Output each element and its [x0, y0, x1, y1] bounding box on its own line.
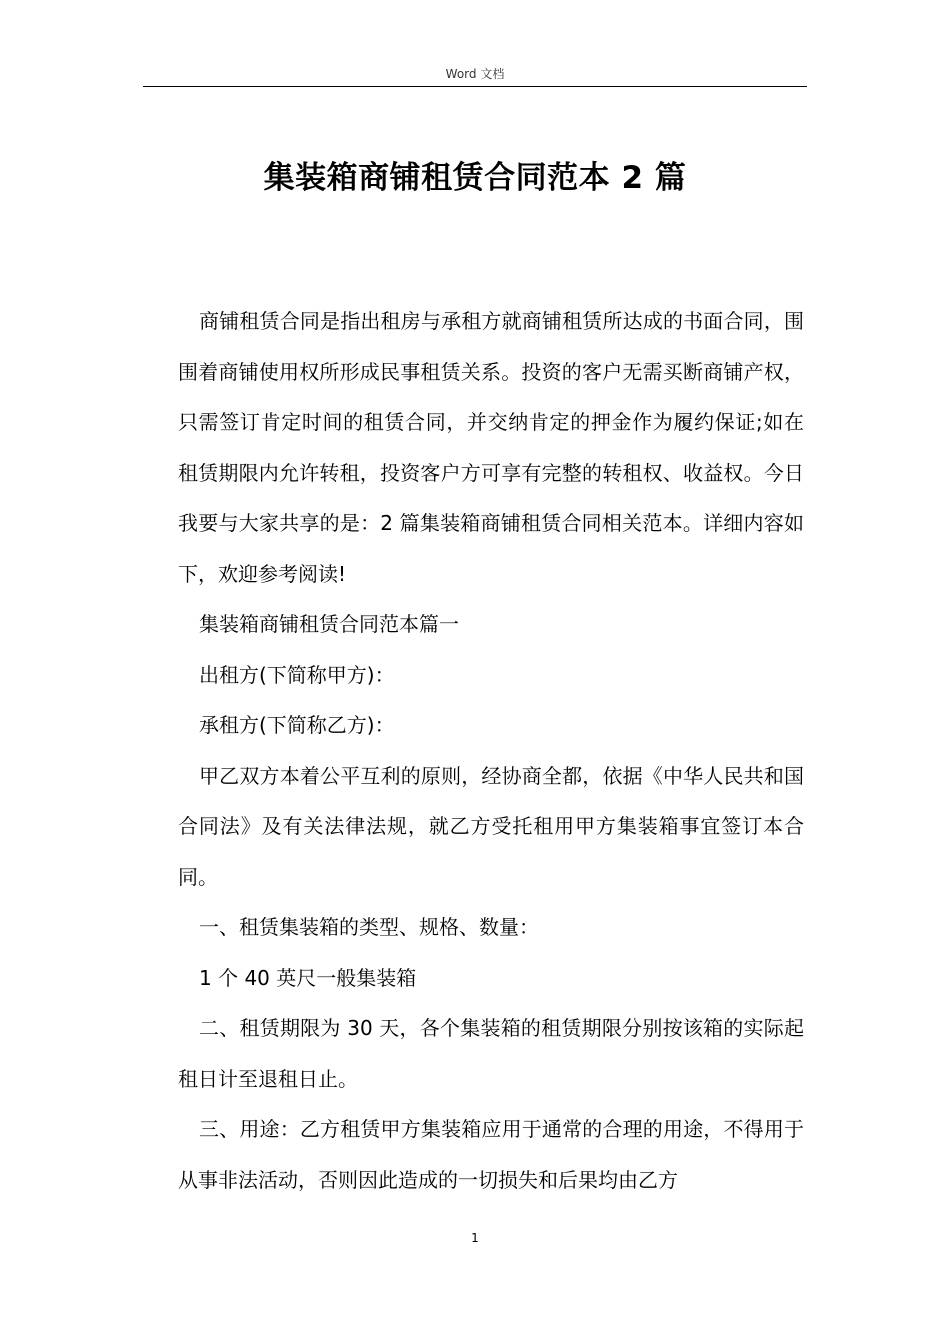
paragraph-lessee: 承租方(下简称乙方)：	[199, 713, 395, 737]
paragraph-preamble: 甲乙双方本着公平互利的原则，经协商全都，依据《中华人民共和国合同法》及有关法律法规，就乙方受托租用甲方集装箱事宜签订本合同。	[178, 763, 804, 889]
page-header: Word 文档	[445, 67, 505, 81]
header-divider	[143, 86, 807, 87]
paragraph-clause-1-detail: 1 个 40 英尺一般集装箱	[199, 965, 417, 990]
paragraph-clause-2: 二、租赁期限为 30 天，各个集装箱的租赁期限分别按该箱的实际起租日计至退租日止。	[178, 1016, 804, 1091]
document-body	[178, 296, 804, 1205]
paragraph-clause-3: 三、用途：乙方租赁甲方集装箱应用于通常的合理的用途，不得用于从事非法活动，否则因此造成的一切损失和后果均由乙方	[178, 1117, 804, 1192]
document-title: 集装箱商铺租赁合同范本 2 篇	[263, 160, 687, 196]
page-number: 1	[471, 1231, 479, 1245]
paragraph-intro: 商铺租赁合同是指出租房与承租方就商铺租赁所达成的书面合同，围围着商铺使用权所形成民事租赁关系。投资的客户无需买断商铺产权，只需签订肯定时间的租赁合同，并交纳肯定的押金作为履约保证;如在租赁期限内允许转租，投资客户方可享有完整的转租权、收益权。今日我要与大家共享的是：2 篇集装箱商铺租赁合同相关范本。详细内容如下，欢迎参考阅读!	[178, 309, 804, 586]
paragraph-section-heading: 集装箱商铺租赁合同范本篇一	[199, 612, 459, 636]
paragraph-clause-1: 一、租赁集装箱的类型、规格、数量：	[199, 915, 539, 939]
paragraph-lessor: 出租方(下简称甲方)：	[199, 662, 395, 687]
